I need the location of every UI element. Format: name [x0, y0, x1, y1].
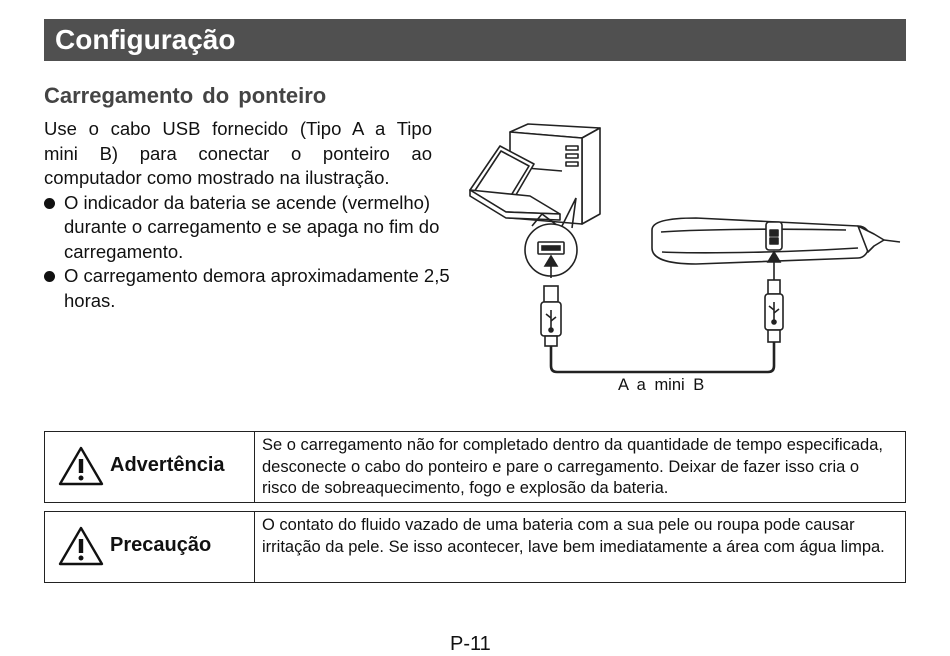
- caution-text: O contato do fluido vazado de uma bateria com a sua pele ou roupa pode causar irritação da pele. Se isso acontecer, lave bem imediatamente a área com água limpa.: [262, 516, 885, 556]
- usb-a-plug-icon: [541, 286, 561, 346]
- bullet-item-battery-indicator: O indicador da bateria se acende (vermelho) durante o carregamento e se apaga no fim do carregamento.: [44, 191, 464, 265]
- warning-label-cell: [45, 432, 255, 502]
- section-title: Carregamento do ponteiro: [44, 83, 327, 108]
- intro-line-2: mini B) para conectar o ponteiro ao: [44, 142, 432, 164]
- bullet-list: [44, 191, 464, 314]
- bullet-item-charge-time: O carregamento demora aproximadamente 2,5 horas.: [44, 264, 464, 313]
- page-title: Configuração: [55, 24, 236, 55]
- header-bar: [44, 19, 906, 61]
- caution-box: [44, 511, 906, 583]
- caution-label-cell: [45, 512, 255, 582]
- warning-triangle-icon: [58, 445, 104, 487]
- warning-label: Advertência: [110, 454, 225, 476]
- intro-line-3: computador como mostrado na ilustração.: [44, 167, 390, 188]
- charging-illustration: [466, 118, 906, 380]
- usb-mini-b-plug-icon: [765, 280, 783, 342]
- instructions: [44, 117, 464, 313]
- caution-triangle-icon: [58, 525, 104, 567]
- page-number: P-11: [450, 633, 491, 655]
- cable-label: A a mini B: [618, 376, 705, 394]
- intro-line-1: Use o cabo USB fornecido (Tipo A a Tipo: [44, 118, 432, 139]
- warning-text: Se o carregamento não for completado dentro da quantidade de tempo especificada, desconecte o cabo do ponteiro e pare o carregamento. Deixar de fazer isso cria o risco de sobreaquecimento, fogo e explosão da bateria.: [262, 436, 883, 497]
- warning-box: [44, 431, 906, 503]
- caution-label: Precaução: [110, 534, 212, 556]
- usb-cable: [551, 342, 774, 372]
